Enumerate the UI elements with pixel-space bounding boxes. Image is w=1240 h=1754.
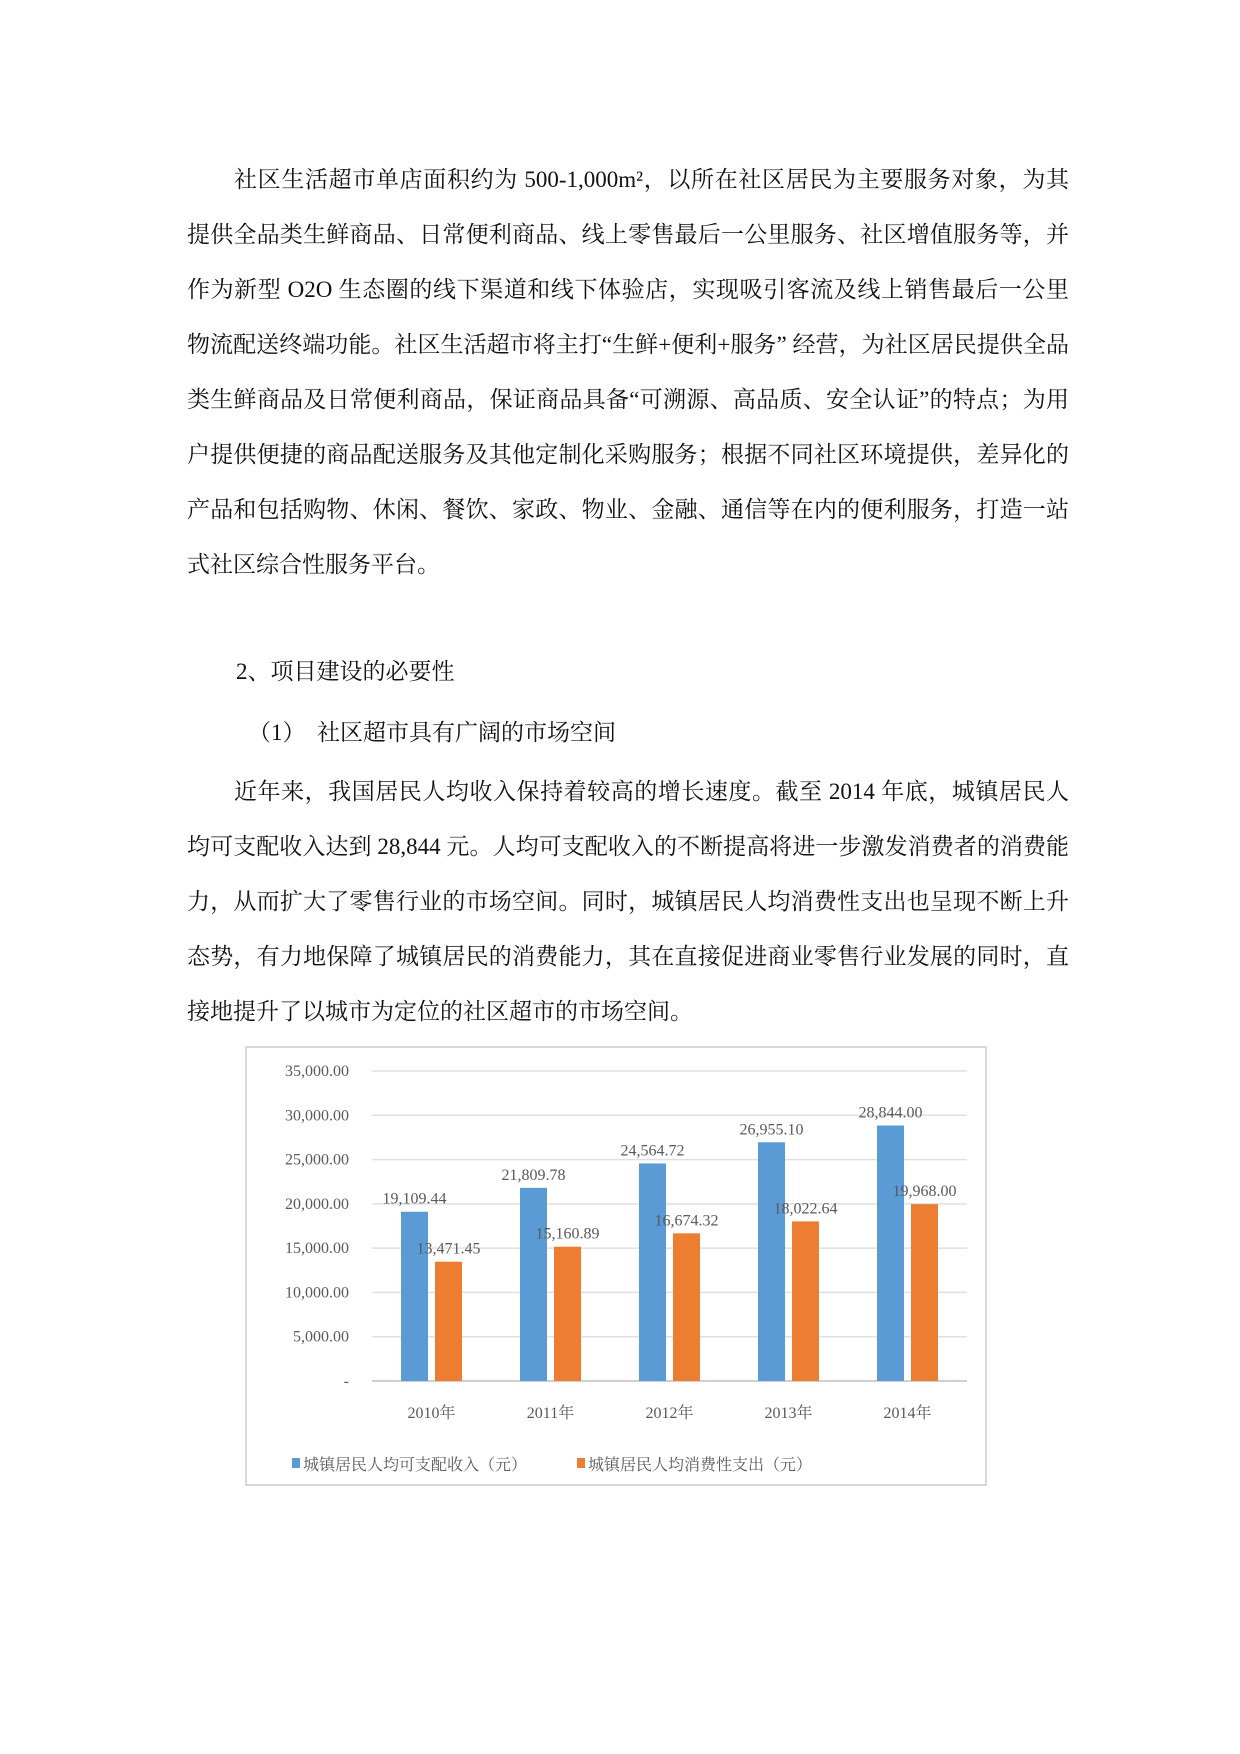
- data-label: 19,968.00: [892, 1183, 957, 1201]
- bar-chart: [245, 1046, 987, 1486]
- bar-expense: [792, 1221, 819, 1381]
- data-label: 18,022.64: [773, 1200, 838, 1218]
- x-tick-label: 2012年: [645, 1405, 694, 1422]
- data-label: 19,109.44: [382, 1190, 447, 1208]
- legend-label: 城镇居民人均消费性支出（元）: [588, 1457, 813, 1474]
- x-tick-label: 2014年: [883, 1405, 932, 1422]
- section-heading: 2、项目建设的必要性: [236, 659, 455, 684]
- subsection-heading: （1） 社区超市具有广阔的市场空间: [248, 720, 616, 745]
- paragraph-market: 近年来，我国居民人均收入保持着较高的增长速度。截至 2014 年底，城镇居民人均可支配收入达到 28,844 元。人均可支配收入的不断提高将进一步激发消费者的消费能力，从而扩大了零售行业的市场空间。同时，城镇居民人均消费性支出也呈现不断上升态势，有力地保障了城镇居民的消费能力，其在直接促进商业零售行业发展的同时，直接地提升了以城市为定位的社区超市的市场空间。: [187, 779, 1069, 1024]
- bar-expense: [911, 1204, 938, 1381]
- y-tick-label: 15,000.00: [285, 1240, 349, 1258]
- y-tick-label: 35,000.00: [285, 1063, 349, 1080]
- y-tick-label: 20,000.00: [285, 1195, 349, 1213]
- y-tick-label: 5,000.00: [293, 1328, 349, 1346]
- x-tick-label: 2011年: [526, 1405, 575, 1422]
- bar-expense: [435, 1262, 462, 1381]
- bar-income: [758, 1142, 785, 1381]
- legend-swatch: [577, 1458, 585, 1468]
- bar-income: [877, 1126, 904, 1381]
- chart-canvas: [247, 1048, 989, 1488]
- bar-income: [520, 1188, 547, 1381]
- y-tick-label: -: [343, 1373, 349, 1390]
- bar-expense: [673, 1233, 700, 1381]
- data-label: 13,471.45: [416, 1240, 481, 1258]
- y-tick-label: 25,000.00: [285, 1151, 349, 1169]
- data-label: 15,160.89: [535, 1225, 600, 1243]
- y-tick-label: 10,000.00: [285, 1284, 349, 1302]
- data-label: 16,674.32: [654, 1212, 719, 1230]
- x-tick-label: 2010年: [407, 1405, 456, 1422]
- data-label: 21,809.78: [501, 1166, 566, 1184]
- y-tick-label: 30,000.00: [285, 1107, 349, 1125]
- legend-label: 城镇居民人均可支配收入（元）: [303, 1457, 528, 1474]
- data-label: 28,844.00: [858, 1104, 923, 1122]
- data-label: 26,955.10: [739, 1121, 804, 1139]
- bar-income: [401, 1212, 428, 1381]
- bar-income: [639, 1163, 666, 1381]
- paragraph-intro: 社区生活超市单店面积约为 500-1,000m²，以所在社区居民为主要服务对象，为其提供全品类生鲜商品、日常便利商品、线上零售最后一公里服务、社区增值服务等，并作为新型 O2O 生态圈的线下渠道和线下体验店，实现吸引客流及线上销售最后一公里物流配送终端功能。社区生活超市将主打“生鲜+便利+服务” 经营，为社区居民提供全品类生鲜商品及日常便利商品，保证商品具备“可溯源、高品质、安全认证”的特点；为用户提供便捷的商品配送服务及其他定制化采购服务；根据不同社区环境提供，差异化的产品和包括购物、休闲、餐饮、家政、物业、金融、通信等在内的便利服务，打造一站式社区综合性服务平台。: [187, 167, 1069, 577]
- data-label: 24,564.72: [620, 1142, 685, 1160]
- legend-swatch: [292, 1458, 300, 1468]
- bar-expense: [554, 1247, 581, 1381]
- x-tick-label: 2013年: [764, 1405, 813, 1422]
